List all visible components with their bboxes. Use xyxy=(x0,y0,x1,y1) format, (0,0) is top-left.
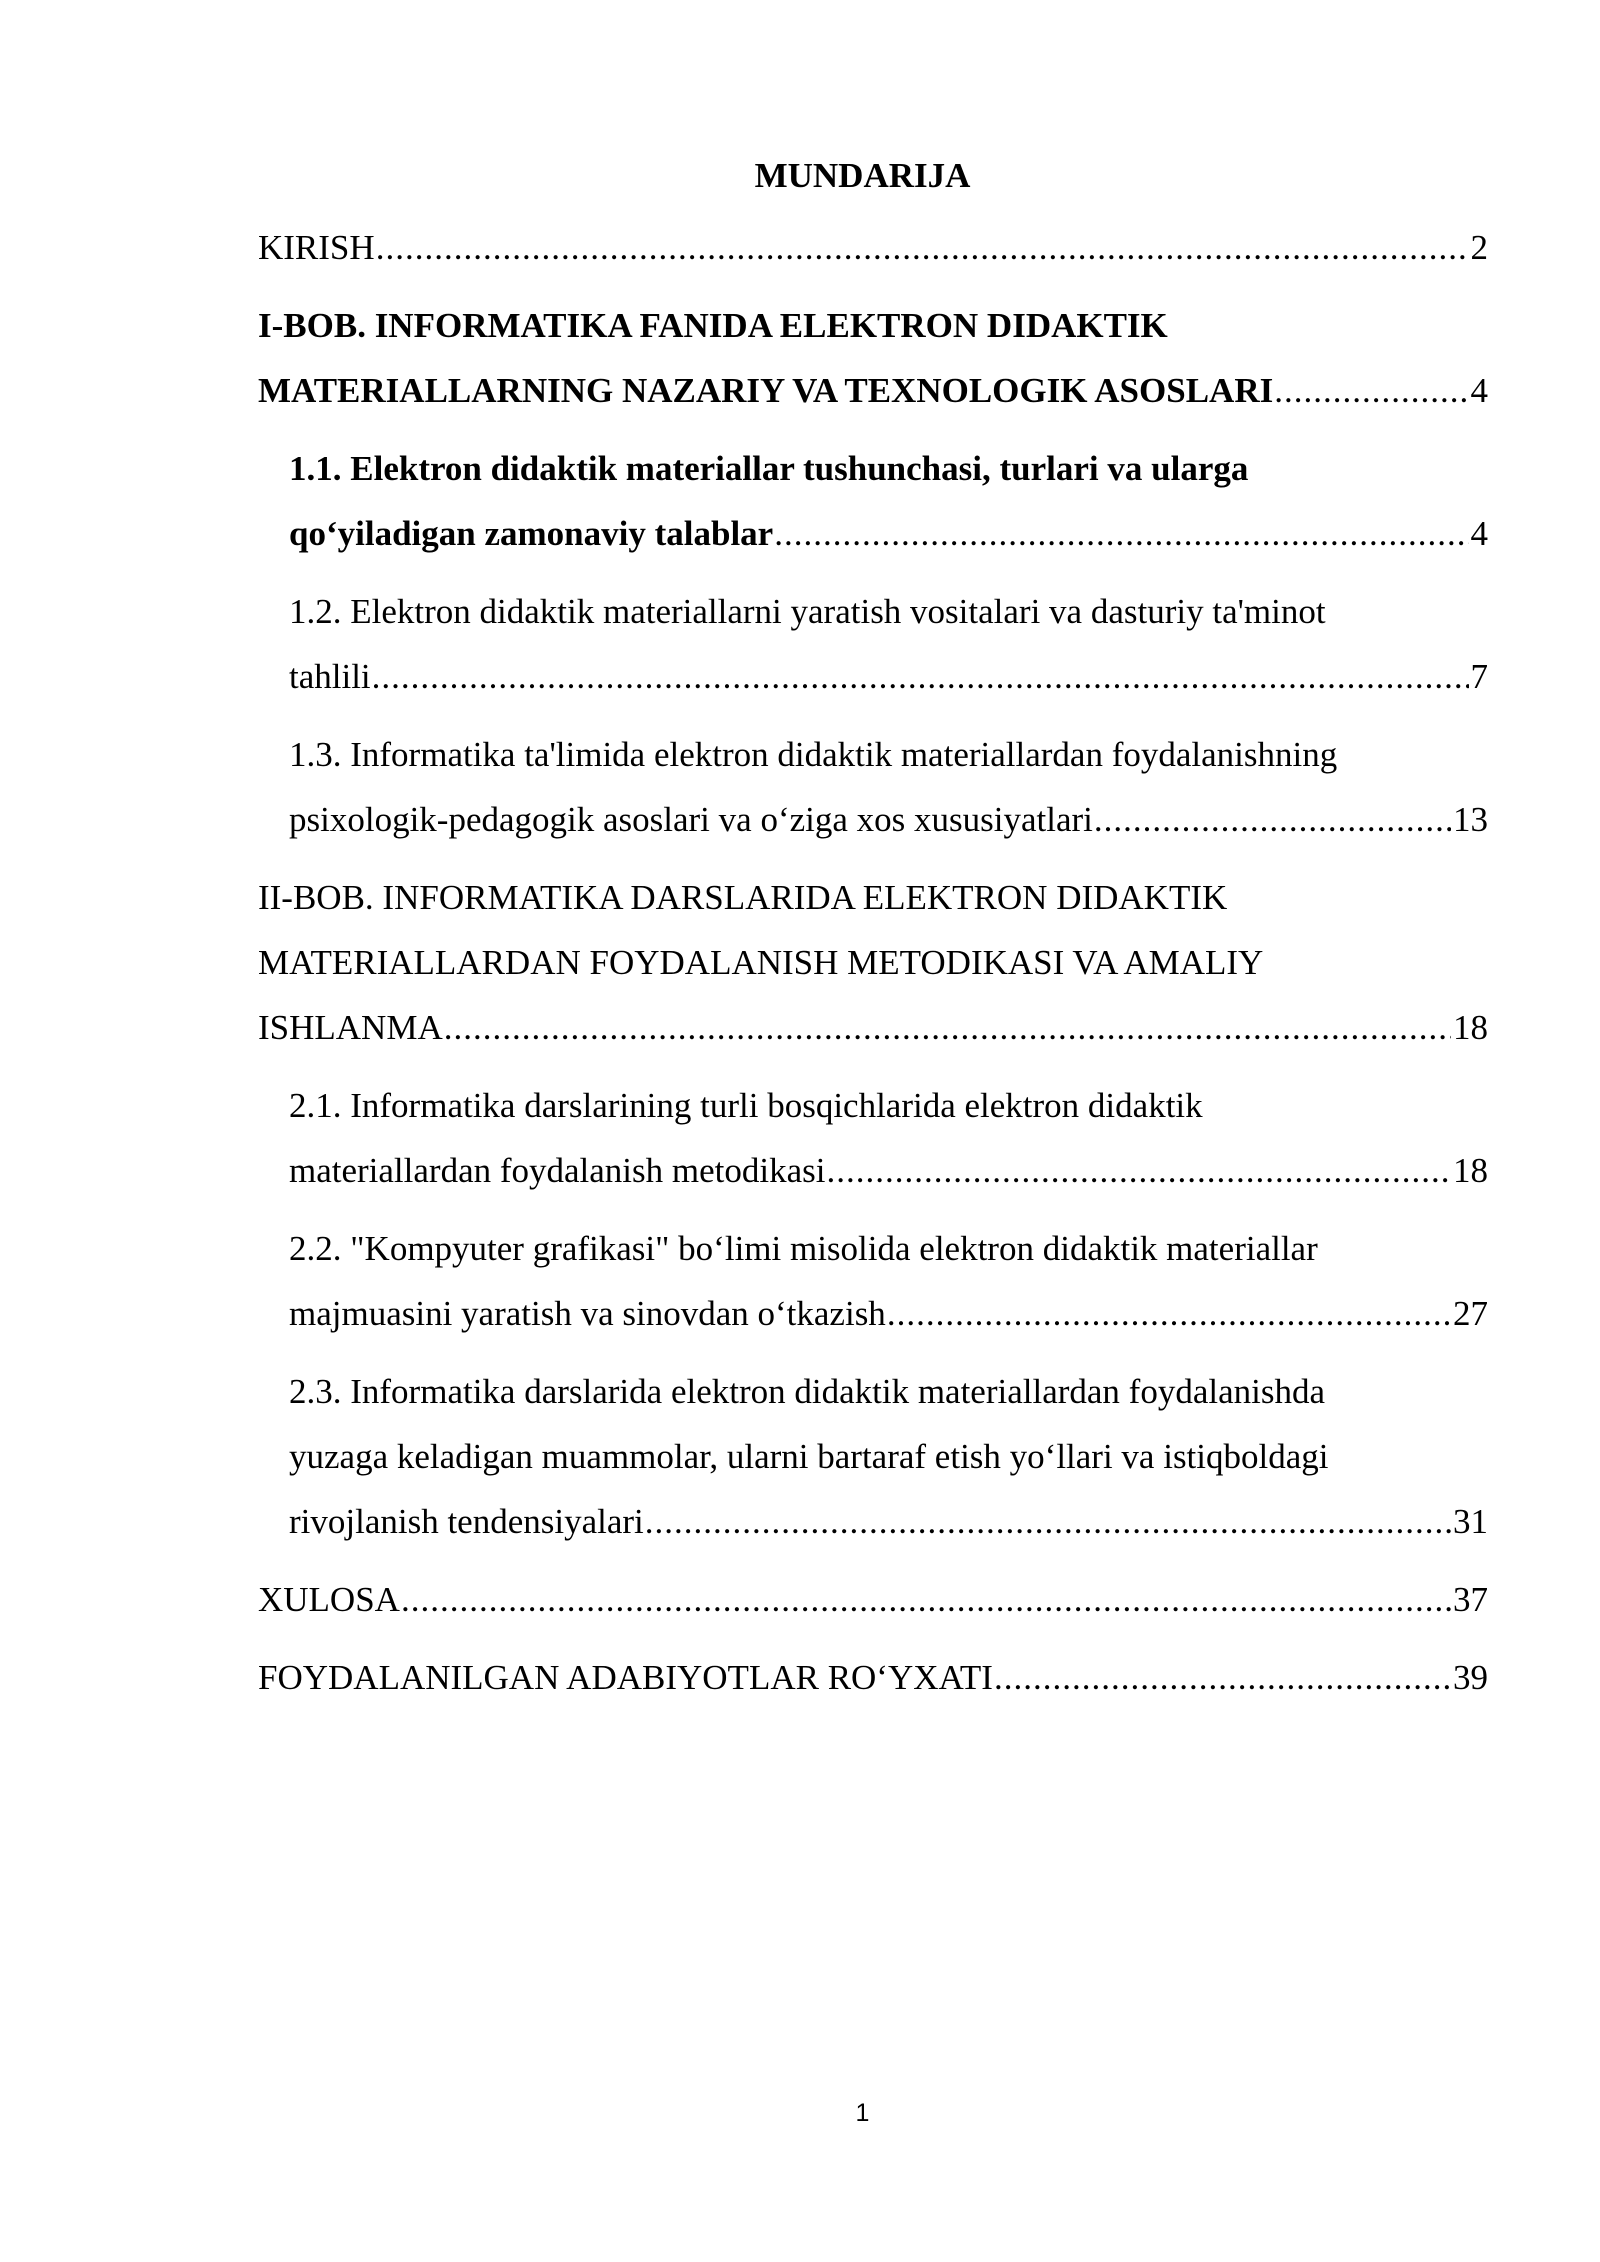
dot-leader xyxy=(1274,358,1468,423)
toc-entry-text: yuzaga keladigan muammolar, ularni bartaraf etish yo‘llari va istiqboldagi xyxy=(289,1437,1329,1476)
dot-leader xyxy=(645,1489,1451,1554)
toc-page-number: 4 xyxy=(1470,514,1488,553)
toc-entry-line xyxy=(289,1138,1488,1203)
toc-entry-text: I-BOB. INFORMATIKA FANIDA ELEKTRON DIDAKTIK xyxy=(258,306,1168,345)
toc-entry-text: 1.3. Informatika ta'limida elektron didaktik materiallardan foydalanishning xyxy=(289,735,1338,774)
toc-entry-line xyxy=(289,787,1488,852)
toc-entry-text: 2.1. Informatika darslarining turli bosqichlarida elektron didaktik xyxy=(289,1086,1203,1125)
toc-entry-text: psixologik-pedagogik asoslari va o‘ziga xos xususiyatlari xyxy=(289,800,1093,839)
toc-entry xyxy=(258,1359,1488,1554)
toc-entry xyxy=(258,1645,1488,1710)
toc-page-number: 39 xyxy=(1453,1658,1488,1697)
toc-entry xyxy=(258,722,1488,852)
toc-entry xyxy=(258,1073,1488,1203)
toc-page-number: 37 xyxy=(1453,1580,1488,1619)
toc-entry-text: II-BOB. INFORMATIKA DARSLARIDA ELEKTRON DIDAKTIK xyxy=(258,878,1228,917)
dot-leader xyxy=(372,644,1469,709)
toc-page-number: 13 xyxy=(1453,800,1488,839)
dot-leader xyxy=(826,1138,1451,1203)
table-of-contents xyxy=(258,215,1488,1710)
toc-entry-text: XULOSA xyxy=(258,1580,400,1619)
toc-entry-text: 1.2. Elektron didaktik materiallarni yaratish vositalari va dasturiy ta'minot xyxy=(289,592,1326,631)
toc-entry-line xyxy=(289,1281,1488,1346)
toc-entry xyxy=(258,436,1488,566)
dot-leader xyxy=(774,501,1468,566)
toc-entry xyxy=(258,293,1488,423)
page-title: MUNDARIJA xyxy=(754,156,971,195)
toc-entry-line xyxy=(258,1645,1488,1710)
toc-page-number: 31 xyxy=(1453,1502,1488,1541)
toc-page-number: 18 xyxy=(1453,1008,1488,1047)
toc-entry xyxy=(258,1567,1488,1632)
toc-entry xyxy=(258,1216,1488,1346)
dot-leader xyxy=(401,1567,1451,1632)
toc-entry-text: 2.3. Informatika darslarida elektron didaktik materiallardan foydalanishda xyxy=(289,1372,1326,1411)
toc-entry-text: rivojlanish tendensiyalari xyxy=(289,1502,644,1541)
toc-entry-line xyxy=(258,1567,1488,1632)
toc-entry-line xyxy=(289,501,1488,566)
dot-leader xyxy=(887,1281,1451,1346)
toc-entry-line xyxy=(258,215,1488,280)
toc-entry-text: 1.1. Elektron didaktik materiallar tushunchasi, turlari va ularga xyxy=(289,449,1249,488)
page-number: 1 xyxy=(855,2099,870,2127)
toc-entry-text: FOYDALANILGAN ADABIYOTLAR RO‘YXATI xyxy=(258,1658,993,1697)
dot-leader xyxy=(444,995,1451,1060)
toc-entry-line xyxy=(258,358,1488,423)
toc-page-number: 7 xyxy=(1470,657,1488,696)
toc-entry-line xyxy=(258,995,1488,1060)
toc-page-number: 18 xyxy=(1453,1151,1488,1190)
toc-entry xyxy=(258,215,1488,280)
toc-entry-text: tahlili xyxy=(289,657,371,696)
toc-entry-line xyxy=(289,644,1488,709)
toc-entry-text: ISHLANMA xyxy=(258,1008,443,1047)
dot-leader xyxy=(994,1645,1451,1710)
toc-page-number: 4 xyxy=(1470,371,1488,410)
toc-entry-text: majmuasini yaratish va sinovdan o‘tkazish xyxy=(289,1294,886,1333)
toc-entry-line xyxy=(289,1489,1488,1554)
dot-leader xyxy=(1094,787,1451,852)
toc-entry-text: KIRISH xyxy=(258,228,375,267)
toc-entry-text: MATERIALLARDAN FOYDALANISH METODIKASI VA AMALIY xyxy=(258,943,1264,982)
toc-page-number: 2 xyxy=(1470,228,1488,267)
toc-page-number: 27 xyxy=(1453,1294,1488,1333)
toc-entry xyxy=(258,865,1488,1060)
toc-entry-text: 2.2. "Kompyuter grafikasi" bo‘limi misolida elektron didaktik materiallar xyxy=(289,1229,1318,1268)
toc-entry-text: MATERIALLARNING NAZARIY VA TEXNOLOGIK ASOSLARI xyxy=(258,371,1274,410)
toc-entry-text: materiallardan foydalanish metodikasi xyxy=(289,1151,826,1190)
toc-entry xyxy=(258,579,1488,709)
toc-entry-text: qo‘yiladigan zamonaviy talablar xyxy=(289,514,774,553)
dot-leader xyxy=(376,215,1469,280)
